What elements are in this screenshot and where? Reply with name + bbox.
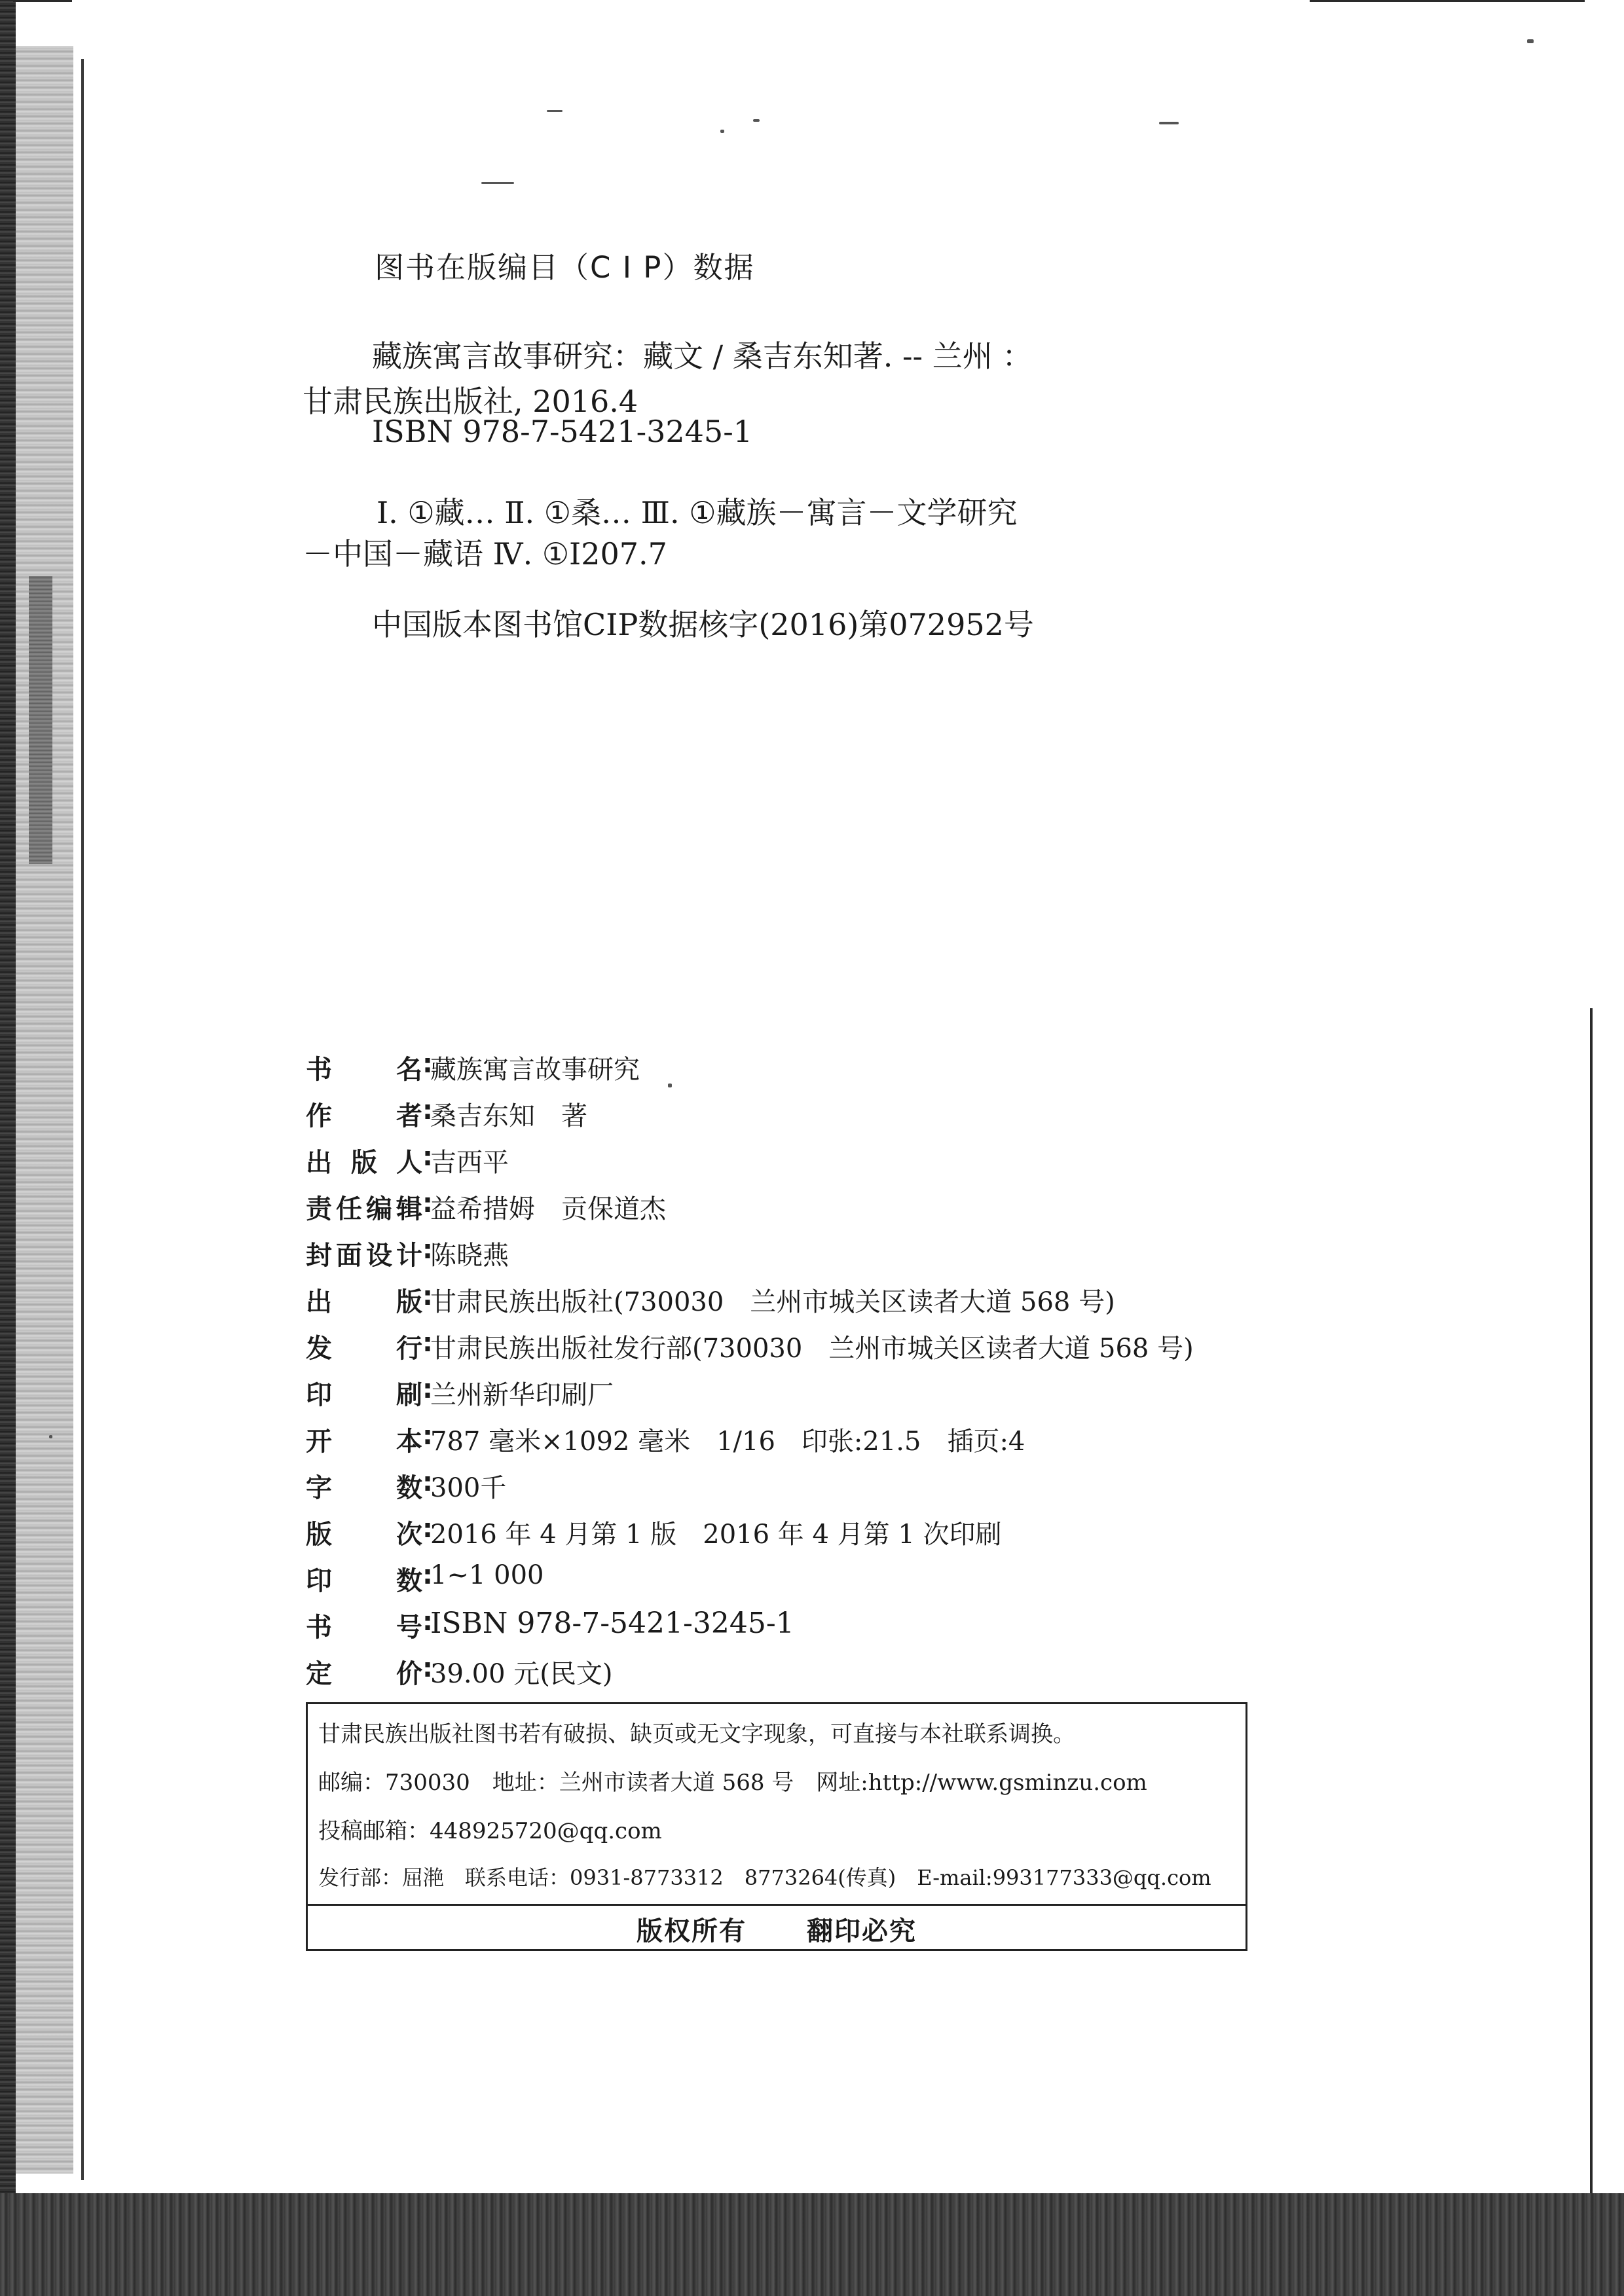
scan-speck <box>753 119 760 122</box>
cip-isbn-line: ISBN 978-7-5421-3245-1 <box>372 414 752 449</box>
info-value: 益希措姆 贡保道杰 <box>430 1194 666 1224</box>
scan-speck <box>668 1084 672 1087</box>
cip-record-number: 中国版本图书馆CIP数据核字(2016)第072952号 <box>372 607 1034 642</box>
scan-top-line <box>13 0 72 2</box>
info-value: 藏族寓言故事研究 <box>430 1055 640 1085</box>
info-value: 甘肃民族出版社发行部(730030 兰州市城关区读者大道 568 号) <box>430 1334 1194 1364</box>
publisher-notice-box <box>306 1702 1247 1951</box>
notice-submission-email: 投稿邮箱：448925720@qq.com <box>318 1818 662 1844</box>
cip-title: 图书在版编目（C I P）数据 <box>375 250 755 285</box>
cip-classification-line: Ⅰ. ①藏… Ⅱ. ①桑… Ⅲ. ①藏族－寓言－文学研究 <box>377 495 1018 530</box>
info-value: 兰州新华印刷厂 <box>430 1380 614 1410</box>
info-value: 陈晓燕 <box>430 1241 509 1271</box>
notice-distribution-contact: 发行部：屈滟 联系电话：0931-8773312 8773264(传真) E-mail:993177333@qq.com <box>318 1865 1211 1890</box>
info-value: 甘肃民族出版社(730030 兰州市城关区读者大道 568 号) <box>430 1287 1115 1317</box>
no-reproduction: 翻印必究 <box>807 1916 917 1946</box>
scan-speck <box>481 182 514 184</box>
info-value: 2016 年 4 月第 1 版 2016 年 4 月第 1 次印刷 <box>430 1520 1002 1550</box>
info-value: 1~1 000 <box>430 1560 544 1590</box>
notice-replacement-policy: 甘肃民族出版社图书若有破损、缺页或无文字现象，可直接与本社联系调换。 <box>318 1721 1075 1747</box>
scan-shadow-left <box>16 46 73 2174</box>
scan-edge-left <box>0 0 16 2296</box>
info-value: 桑吉东知 著 <box>430 1101 587 1131</box>
info-value: 吉西平 <box>430 1148 509 1178</box>
cip-publisher-line: 甘肃民族出版社, 2016.4 <box>303 384 638 419</box>
scan-page-edge-right <box>1590 1008 1593 2193</box>
scan-page-edge-line <box>81 59 84 2180</box>
cip-title-line: 藏族寓言故事研究：藏文 / 桑吉东知著. -- 兰州 ： <box>372 338 1033 374</box>
scan-shadow-bottom <box>0 2193 1624 2296</box>
rights-reserved: 版权所有 <box>637 1916 747 1946</box>
notice-divider <box>308 1904 1246 1906</box>
info-value: ISBN 978-7-5421-3245-1 <box>430 1607 794 1640</box>
notice-address: 邮编：730030 地址：兰州市读者大道 568 号 网址:http://www.gsminzu.com <box>318 1770 1147 1796</box>
scan-top-line <box>1310 0 1585 2</box>
scan-shadow-dark-segment <box>29 576 52 864</box>
info-value: 300千 <box>430 1473 507 1503</box>
cip-classification-line-2: －中国－藏语 Ⅳ. ①I207.7 <box>303 536 667 572</box>
scan-speck <box>49 1435 52 1438</box>
scan-speck <box>720 130 724 133</box>
copyright-statement <box>308 1910 1246 1948</box>
scan-speck <box>1527 39 1534 43</box>
scan-speck <box>547 110 563 112</box>
scan-speck <box>1159 122 1179 124</box>
info-value: 39.00 元(民文) <box>430 1659 613 1689</box>
info-value: 787 毫米×1092 毫米 1/16 印张:21.5 插页:4 <box>430 1427 1025 1457</box>
